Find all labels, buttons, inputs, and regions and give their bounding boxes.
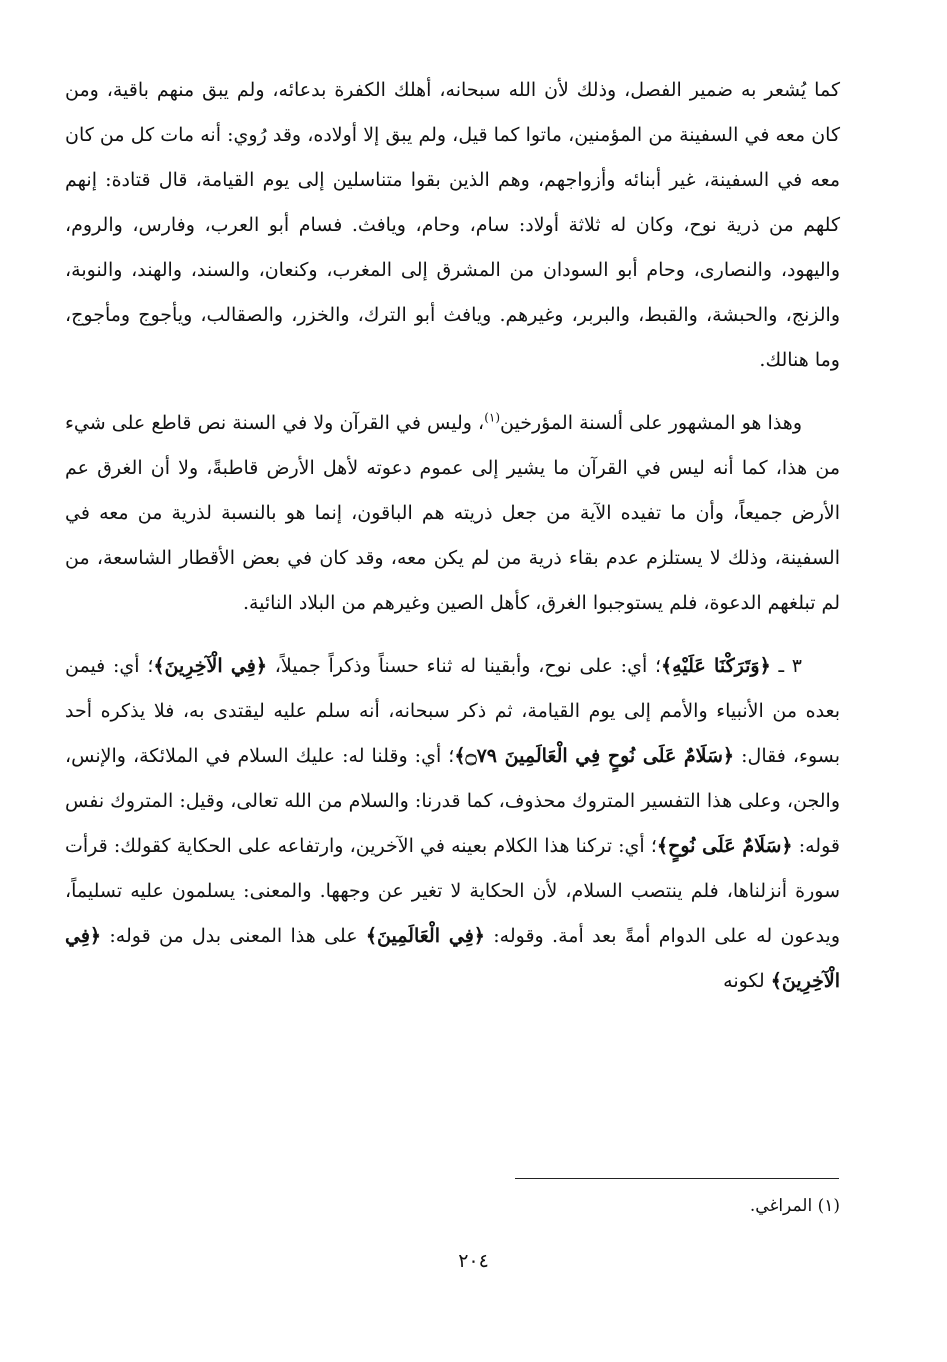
- quran-quote: ﴿سَلَامٌ عَلَى نُوحٍ فِي الْعَالَمِينَ ۝٧٩﴾: [454, 745, 735, 767]
- commentary-text: على هذا المعنى بدل من قوله:: [101, 925, 366, 947]
- quran-quote: ﴿فِي الْآخِرِينَ﴾: [65, 925, 840, 992]
- paragraph-2-text-a: وهذا هو المشهور على ألسنة المؤرخين: [500, 412, 802, 434]
- commentary-text: ؛ أي: على نوح، وأبقينا له ثناء حسناً وذكراً جميلاً،: [267, 655, 662, 677]
- footnote-reference[interactable]: (١): [484, 410, 501, 425]
- quran-quote: ﴿سَلَامٌ عَلَى نُوحٍ﴾: [656, 835, 793, 857]
- item-number: ٣ ـ: [770, 655, 803, 677]
- page-body: [65, 68, 840, 1004]
- quran-quote: ﴿فِي الْعَالَمِينَ﴾: [365, 925, 485, 947]
- commentary-text: ؛ أي: فيمن بعده من الأنبياء والأمم إلى يوم القيامة، ثم ذكر سبحانه، أنه سلم عليه ليقتدى به، فلا يذكره أحد بسوء، فقال:: [65, 655, 840, 767]
- paragraph-3: [65, 644, 840, 1004]
- quran-quote: ﴿فِي الْآخِرِينَ﴾: [153, 655, 267, 677]
- footnote-divider: [515, 1178, 839, 1179]
- paragraph-1: كما يُشعر به ضمير الفصل، وذلك لأن الله سبحانه، أهلك الكفرة بدعائه، ولم يبق منهم باقية، ومن كان معه في السفينة من المؤمنين، ماتوا كما قيل، ولم يبق إلا أولاده، وقد رُوي: أنه مات كل من كان معه في السفينة، غير أبنائه وأزواجهم، وهم الذين بقوا متناسلين إلى يوم القيامة، قال قتادة: إنهم كلهم من ذرية نوح، وكان له ثلاثة أولاد: سام، وحام، ويافث. فسام أبو العرب، وفارس، والروم، واليهود، والنصارى، وحام أبو السودان من المشرق إلى المغرب، وكنعان، والسند، والهند، والنوبة، والزنج، والحبشة، والقبط، والبربر، وغيرهم. ويافث أبو الترك، والخزر، والصقالب، ويأجوج ومأجوج، وما هنالك.: [65, 79, 840, 371]
- page-number: ٢٠٤: [458, 1250, 489, 1272]
- paragraph-2: [65, 401, 840, 626]
- quran-quote: ﴿وَتَرَكْنَا عَلَيْهِ﴾: [661, 655, 771, 677]
- commentary-text: لكونه: [723, 970, 771, 992]
- paragraph-2-text-b: ، وليس في القرآن ولا في السنة نص قاطع على شيء من هذا، كما أنه ليس في القرآن ما يشير إلى عموم دعوته لأهل الأرض قاطبةً، ولا أن الغرق عم الأرض جميعاً، وأن ما تفيده الآية من جعل ذريته هم الباقون، إنما هو بالنسبة لذرية من معه في السفينة، وذلك لا يستلزم عدم بقاء ذرية من لم يكن معه، وقد كان في بعض الأقطار الشاسعة، من لم تبلغهم الدعوة، فلم يستوجبوا الغرق، كأهل الصين وغيرهم من البلاد النائية.: [65, 412, 840, 614]
- commentary-text: ؛ أي: تركنا هذا الكلام بعينه في الآخرين، وارتفاعه على الحكاية كقولك: قرأت سورة أنزلناها، فلم ينتصب السلام، لأن الحكاية لا تغير عن وجهها. والمعنى: يسلمون عليه تسليماً، ويدعون له على الدوام أمةً بعد أمة. وقوله:: [65, 835, 841, 947]
- commentary-text: ؛ أي: وقلنا له: عليك السلام في الملائكة، والإنس، والجن، وعلى هذا التفسير المتروك محذوف، كما قدرنا: والسلام من الله تعالى، وقيل: المتروك نفس قوله:: [65, 745, 840, 857]
- footnote: (١) المراغي.: [749, 1196, 840, 1216]
